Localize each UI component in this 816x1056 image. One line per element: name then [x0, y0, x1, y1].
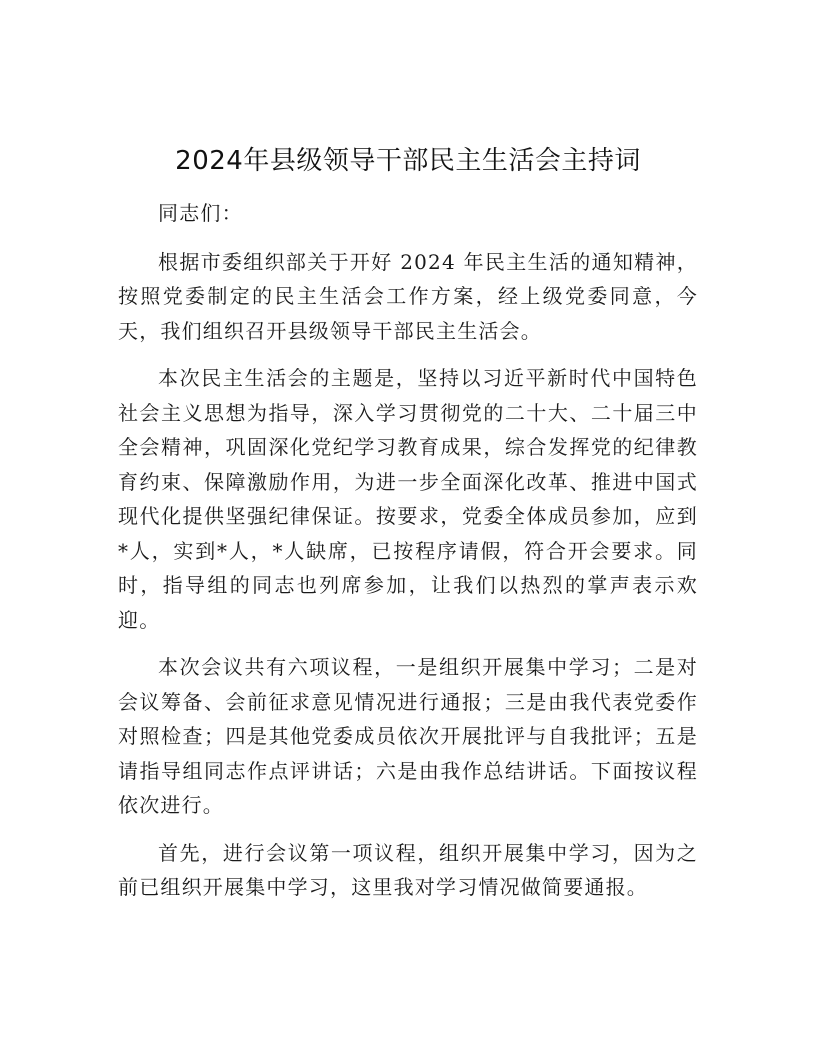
- document-title: 2024年县级领导干部民主生活会主持词: [175, 146, 641, 176]
- paragraph-2: 本次民主生活会的主题是，坚持以习近平新时代中国特色社会主义思想为指导，深入学习贯彻党的二十大、二十届三中全会精神，巩固深化党纪学习教育成果，综合发挥党的纪律教育约束、保障激励作用，为进一步全面深化改革、推进中国式现代化提供坚强纪律保证。按要求，党委全体成员参加，应到*人，实到*人，*人缺席，已按程序请假，符合开会要求。同时，指导组的同志也列席参加，让我们以热烈的掌声表示欢迎。: [118, 366, 698, 632]
- document-body: [118, 196, 698, 918]
- paragraph-3: 本次会议共有六项议程，一是组织开展集中学习；二是对会议筹备、会前征求意见情况进行通报；三是由我代表党委作对照检查；四是其他党委成员依次开展批评与自我批评；五是请指导组同志作点评讲话；六是由我作总结讲话。下面按议程依次进行。: [118, 655, 698, 817]
- salutation: 同志们：: [158, 201, 243, 225]
- paragraph-4: 首先，进行会议第一项议程，组织开展集中学习，因为之前已组织开展集中学习，这里我对学习情况做简要通报。: [118, 840, 698, 899]
- paragraph-1: 根据市委组织部关于开好 2024 年民主生活的通知精神，按照党委制定的民主生活会工作方案，经上级党委同意，今天，我们组织召开县级领导干部民主生活会。: [118, 249, 698, 343]
